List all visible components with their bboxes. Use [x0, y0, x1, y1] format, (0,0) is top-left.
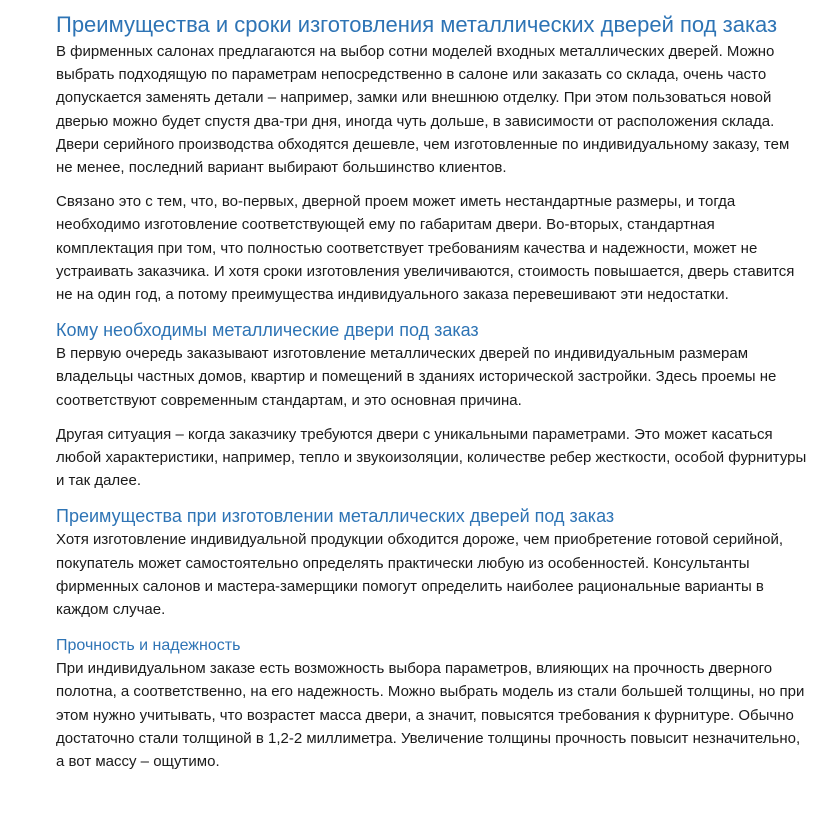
who-paragraph-1: В первую очередь заказывают изготовление металлических дверей по индивидуальным размерам владельцы частных домов, квартир и помещений в зданиях исторической застройки. Здесь проемы не соответствуют современным стандартам, и это основная причина. [56, 345, 777, 409]
advantages-paragraph-1: Хотя изготовление индивидуальной продукции обходится дороже, чем приобретение готовой серийной, покупатель может самостоятельно определять практически любую из особенностей. Консультанты фирменных салонов и мастера-замерщики помогут определить наиболее рациональные варианты в каждом случае. [56, 531, 784, 619]
page-title: Преимущества и сроки изготовления металлических дверей под заказ [56, 12, 778, 37]
section-heading-who: Кому необходимы металлические двери под заказ [56, 320, 479, 341]
section-heading-strength: Прочность и надежность [56, 637, 241, 655]
intro-paragraph-2: Связано это с тем, что, во-первых, дверной проем может иметь нестандартные размеры, и тогда необходимо изготовление соответствующей ему по габаритам двери. Во-вторых, стандартная комплектация при том, что полностью соответствует требованиям качества и надежности, может не устраивать заказчика. И хотя сроки изготовления увеличиваются, стоимость повышается, дверь ставится не на один год, а потому преимущества индивидуального заказа перевешивают эти недостатки. [56, 193, 795, 304]
intro-paragraph-1: В фирменных салонах предлагаются на выбор сотни моделей входных металлических дверей. Можно выбрать подходящую по параметрам непосредственно в салоне или заказать со склада, очень часто допускается заменять детали – например, замки или внешнюю отделку. При этом пользоваться новой дверью можно будет спустя два-три дня, иногда чуть дольше, в зависимости от расположения склада. Двери серийного производства обходятся дешевле, чем изготовленные по индивидуальному заказу, тем не менее, последний вариант выбирают большинство клиентов. [56, 43, 790, 177]
article [56, 10, 808, 773]
strength-paragraph-1: При индивидуальном заказе есть возможность выбора параметров, влияющих на прочность дверного полотна, а соответственно, на его надежность. Можно выбрать модель из стали большей толщины, но при этом нужно учитывать, что возрастет масса двери, а значит, повысятся требования к фурнитуре. Обычно достаточно стали толщиной в 1,2-2 миллиметра. Увеличение толщины прочность повысит незначительно, а вот массу – ощутимо. [56, 660, 805, 771]
who-paragraph-2: Другая ситуация – когда заказчику требуются двери с уникальными параметрами. Это может касаться любой характеристики, например, тепло и звукоизоляции, количестве ребер жесткости, особой фурнитуры и так далее. [56, 425, 807, 490]
section-heading-advantages: Преимущества при изготовлении металлических дверей под заказ [56, 506, 615, 527]
